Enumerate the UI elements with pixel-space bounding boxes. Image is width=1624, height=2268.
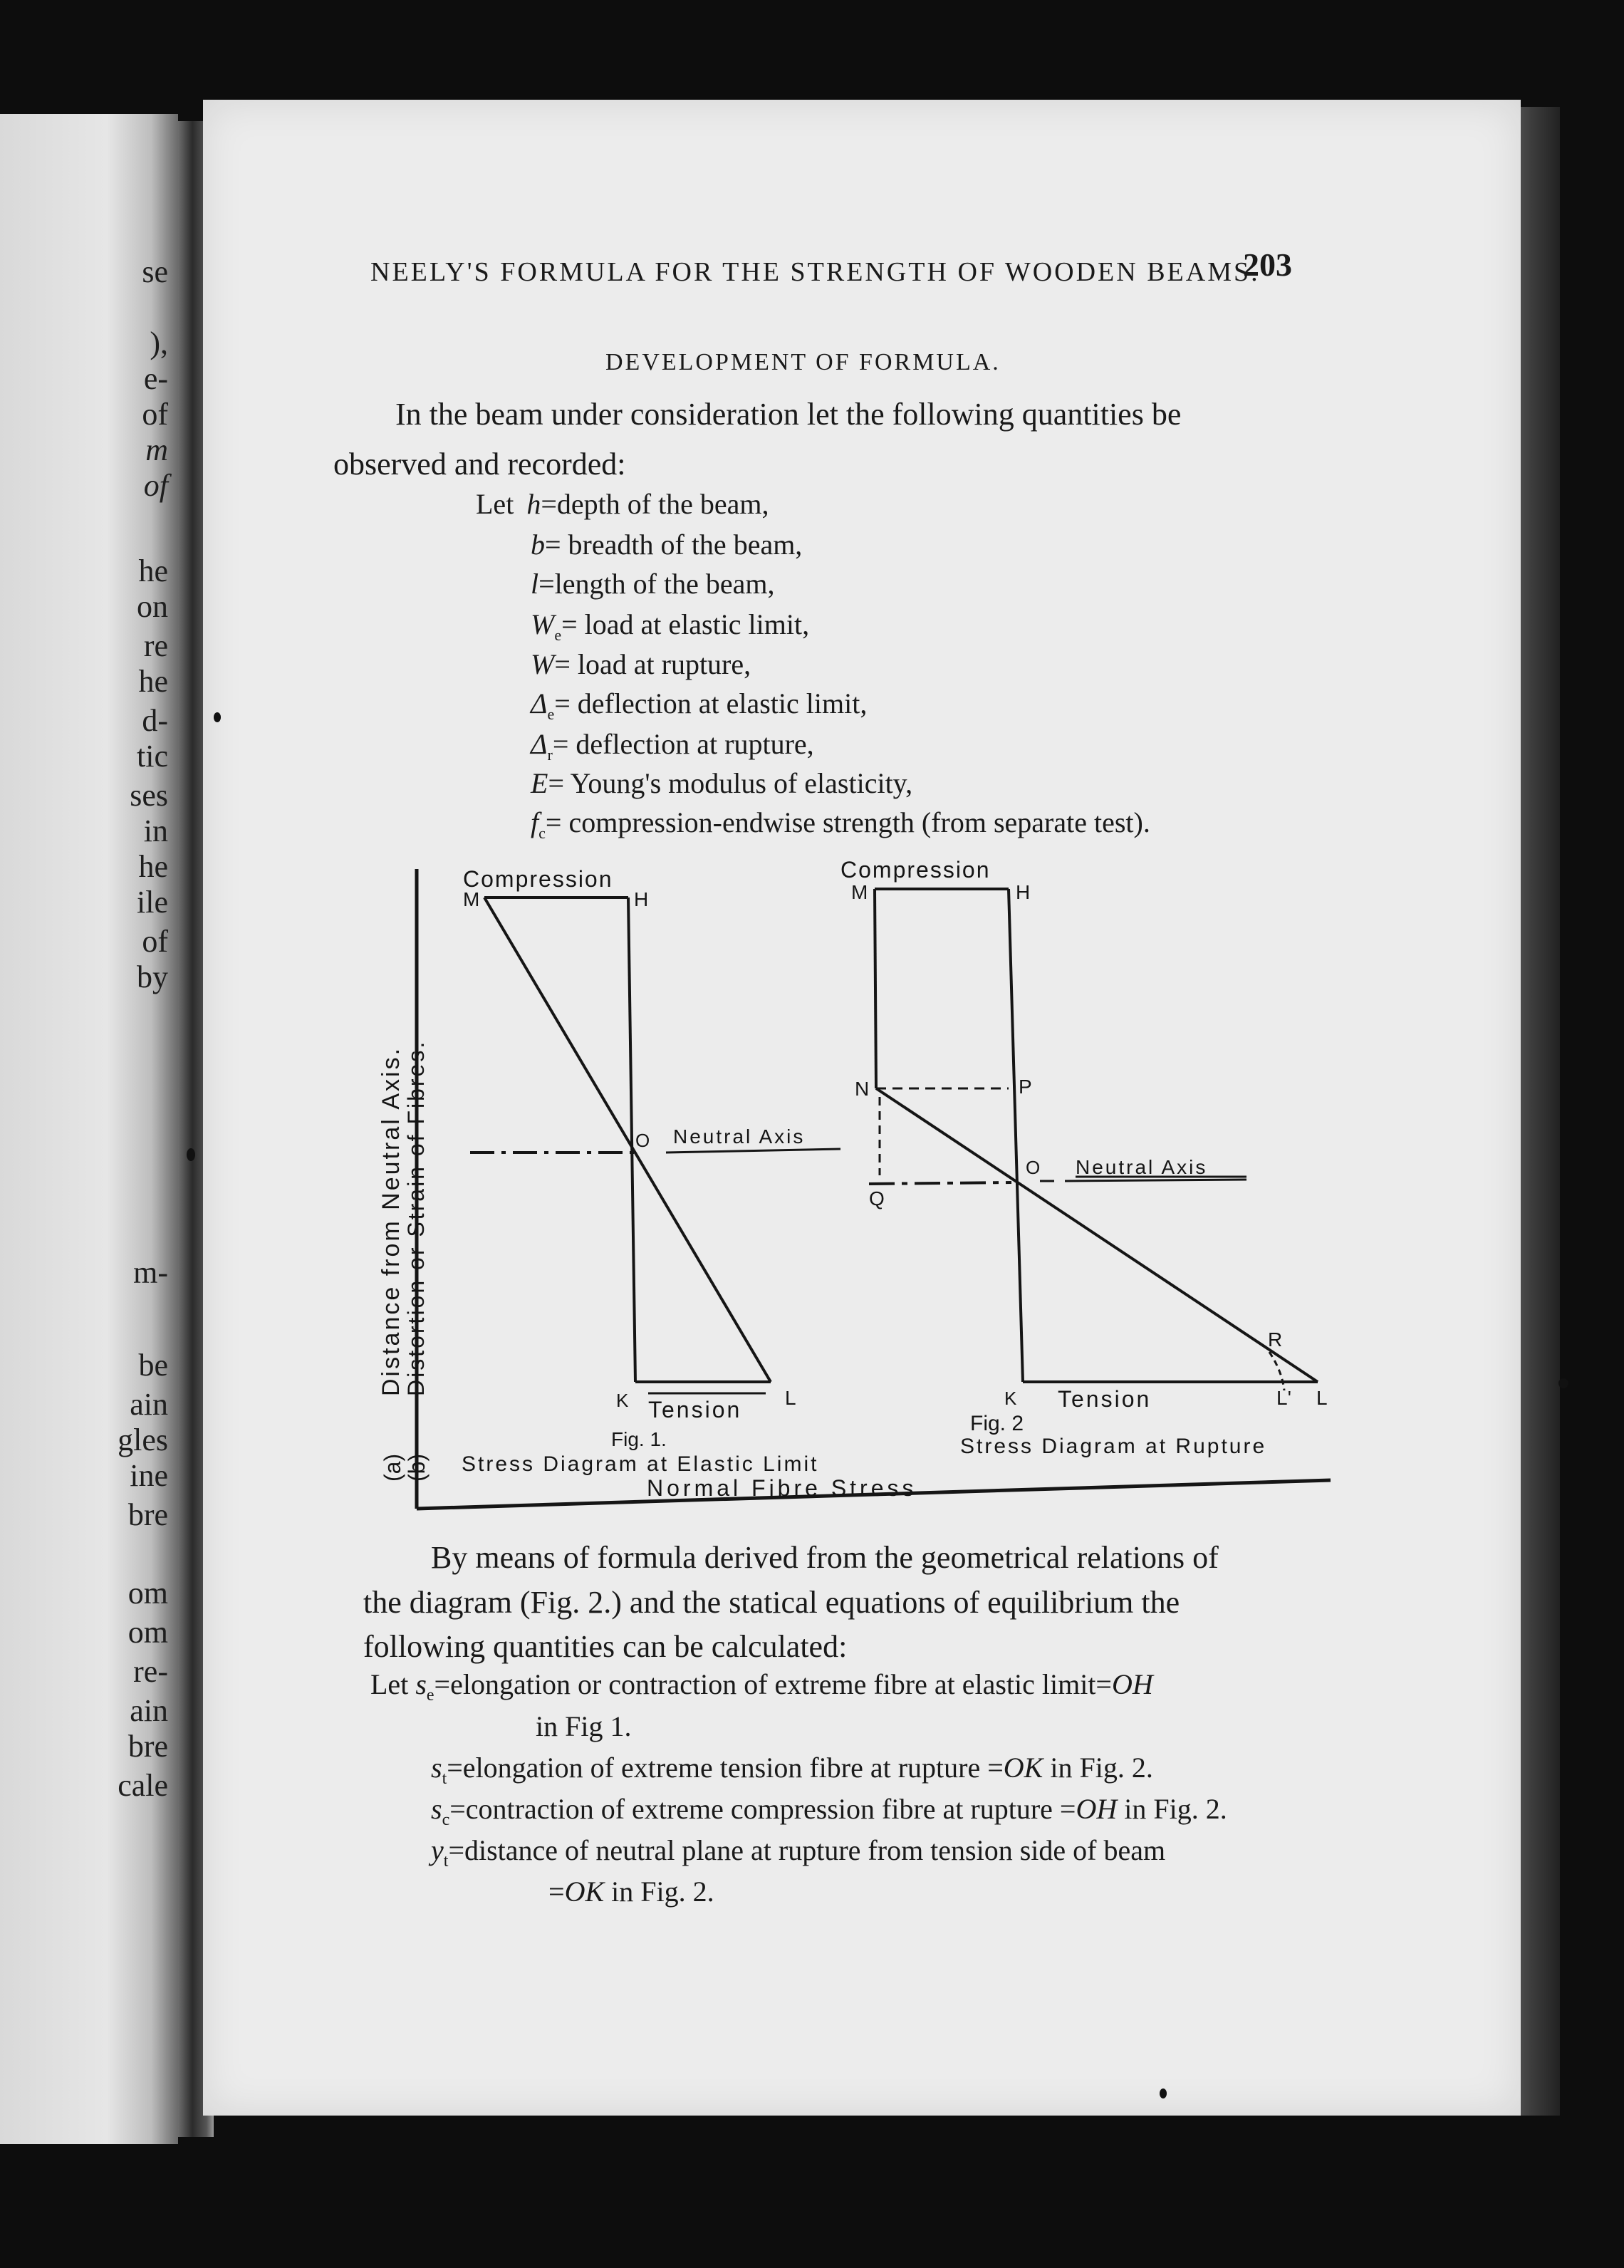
definition-symbol: b xyxy=(531,529,545,561)
left-page-text-fragment: he xyxy=(138,664,168,699)
fig1-label-k: K xyxy=(616,1390,629,1411)
left-page-text-fragment: ain xyxy=(130,1693,168,1728)
left-page-text-fragment: e- xyxy=(143,361,168,396)
fig2-label-r: R xyxy=(1268,1328,1283,1351)
page-number: 203 xyxy=(1243,246,1292,283)
result-3-subscript: c xyxy=(442,1811,450,1829)
fig1-caption: Stress Diagram at Elastic Limit xyxy=(462,1452,819,1476)
result-lead: Let xyxy=(370,1668,409,1700)
definition-text: = deflection at rupture, xyxy=(552,728,814,760)
result-line-3 xyxy=(431,1795,1227,1829)
result-2-subscript: t xyxy=(442,1769,447,1788)
definition-row xyxy=(531,730,814,763)
result-line-4 xyxy=(431,1836,1165,1870)
left-page-text-fragment: ine xyxy=(130,1458,168,1493)
definition-row xyxy=(476,490,769,519)
definition-row xyxy=(531,650,751,679)
left-page-text-fragment: on xyxy=(137,589,168,624)
left-page-text-fragment: m- xyxy=(133,1255,168,1290)
intro-line-2: observed and recorded: xyxy=(333,447,626,482)
result-4-equals: = xyxy=(548,1876,565,1908)
result-4-tail: in Fig. 2. xyxy=(611,1876,714,1908)
left-page-text-fragment: of xyxy=(142,924,168,959)
ink-speck xyxy=(214,712,221,722)
left-page-text-fragment: om xyxy=(127,1615,168,1650)
fig1-number: Fig. 1. xyxy=(611,1428,667,1450)
left-page-text-fragment: bre xyxy=(127,1497,168,1532)
definition-text: = compression-endwise strength (from separate test). xyxy=(545,806,1150,838)
definition-symbol: E xyxy=(531,767,548,799)
definition-text: =depth of the beam, xyxy=(541,488,769,520)
result-4-subscript: t xyxy=(443,1852,449,1871)
definition-row xyxy=(531,610,809,643)
definition-subscript: r xyxy=(547,746,553,764)
result-2-text: =elongation of extreme tension fibre at rupture = xyxy=(447,1752,1004,1784)
fig2-label-p: P xyxy=(1019,1076,1032,1098)
definition-text: = deflection at elastic limit, xyxy=(554,687,868,719)
left-page-text-fragment: gles xyxy=(118,1422,168,1457)
left-page-text-fragment: he xyxy=(138,849,168,884)
ink-speck xyxy=(1558,1378,1568,1388)
result-2-value: OK xyxy=(1003,1752,1043,1784)
definition-row xyxy=(531,531,802,559)
y-axis-label-b: Distortion or Strain of Fibres. xyxy=(403,1039,429,1396)
y-axis-tag-a: (a) xyxy=(380,1453,405,1482)
fig2-label-n: N xyxy=(855,1078,870,1100)
definition-symbol: W xyxy=(531,608,555,640)
result-line-4-cont xyxy=(548,1878,714,1906)
left-page-text-fragment: om xyxy=(127,1576,168,1611)
left-page-text-fragment: d- xyxy=(142,703,168,738)
left-page-text-fragment: in xyxy=(143,813,168,848)
left-page-text-fragment: ain xyxy=(130,1387,168,1422)
section-title: DEVELOPMENT OF FORMULA. xyxy=(605,349,1001,375)
fig1-neutral-axis-label: Neutral Axis xyxy=(673,1125,806,1148)
definition-text: = Young's modulus of elasticity, xyxy=(548,767,913,799)
body-line-3: following quantities can be calculated: xyxy=(363,1629,848,1664)
result-line-2 xyxy=(431,1754,1153,1787)
fig2-caption: Stress Diagram at Rupture xyxy=(960,1435,1267,1458)
definition-symbol: W xyxy=(531,648,555,680)
body-line-1: By means of formula derived from the geometrical relations of xyxy=(431,1540,1219,1575)
result-3-value: OH xyxy=(1076,1793,1118,1825)
ink-speck xyxy=(187,1148,195,1161)
left-page-text-fragment: be xyxy=(138,1348,168,1383)
left-page-text-fragment: m xyxy=(145,432,168,467)
y-axis-tag-b: (b) xyxy=(404,1453,430,1482)
left-page-text-fragment: re xyxy=(143,628,168,663)
fig1-compression-label: Compression xyxy=(463,866,613,892)
fig1-label-l: L xyxy=(785,1387,796,1409)
definition-symbol: h xyxy=(526,488,541,520)
fig2-label-q: Q xyxy=(869,1187,885,1210)
fig2-neutral-axis-label: Neutral Axis xyxy=(1076,1156,1208,1178)
result-line-1 xyxy=(370,1670,1153,1704)
left-page-text-fragment: of xyxy=(143,468,168,503)
ink-speck xyxy=(1160,2088,1167,2098)
definition-text: = load at elastic limit, xyxy=(561,608,810,640)
definition-symbol: f xyxy=(531,806,539,838)
left-page-text-fragment: ile xyxy=(137,885,168,920)
result-1-symbol: s xyxy=(415,1668,427,1700)
definition-lead: Let xyxy=(476,488,514,520)
fig2-compression-label: Compression xyxy=(840,857,991,883)
definition-symbol: Δ xyxy=(531,728,548,760)
x-axis-label: Normal Fibre Stress xyxy=(647,1475,917,1501)
definition-symbol: Δ xyxy=(531,687,548,719)
fig2-label-m: M xyxy=(851,881,868,903)
definition-subscript: e xyxy=(547,705,555,723)
y-axis-label-a: Distance from Neutral Axis. xyxy=(378,1046,405,1396)
definition-row xyxy=(531,570,774,598)
fig1-label-m: M xyxy=(463,888,480,910)
result-4-text: =distance of neutral plane at rupture from tension side of beam xyxy=(448,1834,1166,1866)
running-title: NEELY'S FORMULA FOR THE STRENGTH OF WOODEN BEAMS. xyxy=(370,257,1260,287)
result-2-symbol: s xyxy=(431,1752,442,1784)
left-page-text-fragment: ses xyxy=(130,778,168,813)
definition-row xyxy=(531,808,1150,841)
result-4-symbol: y xyxy=(431,1834,444,1866)
definition-text: = load at rupture, xyxy=(554,648,751,680)
fig2-label-l-prime: L' xyxy=(1276,1387,1291,1409)
result-3-text: =contraction of extreme compression fibre at rupture = xyxy=(449,1793,1076,1825)
left-page-text-fragment: ), xyxy=(150,326,168,360)
left-page-text-fragment: he xyxy=(138,553,168,588)
left-page xyxy=(0,114,178,2144)
definition-subscript: c xyxy=(538,824,546,842)
fig2-label-k: K xyxy=(1004,1388,1017,1409)
fig1-label-h: H xyxy=(634,888,649,910)
result-1-value: OH xyxy=(1112,1668,1153,1700)
result-1-subscript: e xyxy=(426,1686,434,1705)
result-3-symbol: s xyxy=(431,1793,442,1825)
left-page-text-fragment: cale xyxy=(118,1768,168,1803)
fig2-label-h: H xyxy=(1016,881,1031,903)
left-page-text-fragment: by xyxy=(137,959,168,994)
left-page-text-fragment: se xyxy=(142,254,168,289)
definition-text: = breadth of the beam, xyxy=(545,529,803,561)
left-page-text-fragment: bre xyxy=(127,1729,168,1764)
result-2-tail: in Fig. 2. xyxy=(1050,1752,1153,1784)
definition-row xyxy=(531,769,912,798)
body-line-2: the diagram (Fig. 2.) and the statical equations of equilibrium the xyxy=(363,1585,1180,1620)
result-4-value: OK xyxy=(564,1876,605,1908)
definition-symbol: l xyxy=(531,568,539,600)
fig1-tension-label: Tension xyxy=(648,1397,742,1422)
fig2-number: Fig. 2 xyxy=(970,1412,1024,1435)
intro-line-1: In the beam under consideration let the following quantities be xyxy=(395,397,1182,432)
fig1-label-o: O xyxy=(635,1130,650,1151)
fig2-diagram xyxy=(869,889,1318,1390)
fig2-label-o: O xyxy=(1026,1157,1041,1178)
fig2-tension-label: Tension xyxy=(1058,1386,1152,1412)
definition-row xyxy=(531,687,868,723)
definition-subscript: e xyxy=(554,626,562,644)
left-page-text-fragment: re- xyxy=(133,1654,168,1689)
result-1-text: =elongation or contraction of extreme fibre at elastic limit= xyxy=(434,1668,1112,1700)
left-page-text-fragment: tic xyxy=(137,739,168,774)
definition-text: =length of the beam, xyxy=(538,568,775,600)
result-line-1-cont: in Fig 1. xyxy=(536,1710,632,1742)
fig2-label-l: L xyxy=(1316,1387,1328,1409)
result-3-tail: in Fig. 2. xyxy=(1124,1793,1227,1825)
stress-diagram-figure xyxy=(370,855,1382,1524)
left-page-text-fragment: of xyxy=(142,397,168,432)
